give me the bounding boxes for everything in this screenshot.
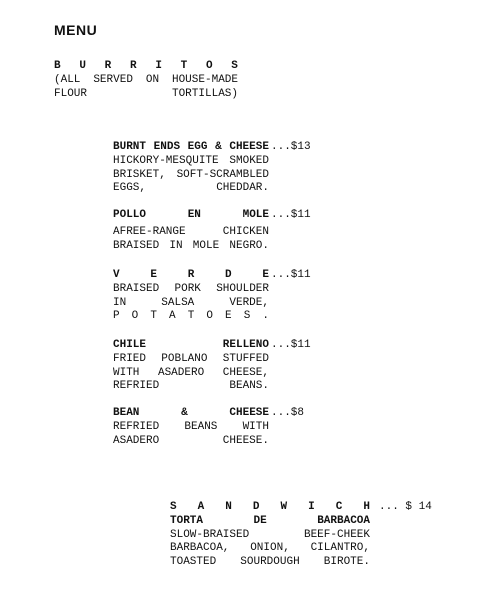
item-name (113, 269, 269, 283)
word: REFRIED (113, 420, 160, 433)
word: FLOUR (54, 88, 88, 100)
word: DE (253, 514, 267, 527)
word: D (225, 269, 232, 281)
word: O (131, 310, 139, 323)
word: CHEESE. (222, 434, 269, 447)
word: D (252, 501, 260, 513)
menu-item-verde (113, 269, 311, 324)
word: T (180, 60, 188, 72)
word: BEEF-CHEEK (303, 528, 370, 541)
page-title: MENU (54, 22, 98, 38)
word: R (104, 60, 112, 72)
item-price: ...$11 (271, 339, 311, 351)
item-name (113, 407, 269, 421)
word: WITH (113, 366, 140, 379)
word: SOURDOUGH (240, 556, 300, 569)
item-name (113, 141, 269, 155)
word: BARBACOA, (170, 542, 230, 555)
burritos-heading (54, 59, 238, 73)
word: S (170, 501, 177, 513)
word: CHICKEN (222, 225, 269, 238)
item-desc-line (170, 542, 370, 556)
word: S (231, 60, 238, 72)
word: O (205, 60, 213, 72)
word: BEANS (184, 420, 218, 433)
burritos-section (54, 59, 238, 101)
word: POLLO (113, 209, 147, 221)
word: P (113, 310, 120, 323)
word: ASADERO (113, 434, 160, 447)
word: N (225, 501, 232, 513)
item-desc-line (113, 353, 269, 367)
item-desc-line (170, 529, 370, 543)
word: BRAISED (113, 282, 160, 295)
item-price: ...$11 (271, 269, 311, 281)
word: NEGRO. (229, 239, 269, 252)
word: B (54, 60, 61, 72)
word: SLOW-BRAISED (170, 528, 250, 541)
word: STUFFED (222, 352, 269, 365)
item-desc-line (113, 297, 269, 311)
item-desc-line (113, 421, 269, 435)
word: BEAN (113, 407, 140, 419)
word: A (169, 310, 176, 323)
word: SOFT-SCRAMBLED (176, 168, 269, 181)
word: & (181, 407, 188, 419)
word: CILANTRO, (310, 542, 370, 555)
item-desc-line (113, 310, 269, 324)
word: SMOKED (229, 154, 269, 167)
word: POBLANO (161, 352, 208, 365)
item-desc-line (170, 556, 370, 570)
item-desc-line (113, 435, 269, 449)
word: T (187, 310, 195, 323)
word: AFREE-RANGE (113, 225, 186, 238)
word: SHOULDER (216, 282, 269, 295)
menu-item-bean-cheese (113, 407, 305, 448)
word: ASADERO (157, 366, 205, 379)
word: SERVED (93, 74, 133, 86)
menu-item-burnt-ends (113, 141, 311, 196)
subtitle-line (54, 73, 238, 87)
word: CHEESE, (222, 366, 269, 379)
item-desc-line (113, 155, 269, 169)
item-name (113, 339, 269, 353)
word: V (113, 269, 120, 281)
word: ENDS (153, 141, 181, 153)
item-desc-line (113, 240, 269, 254)
word: HICKORY-MESQUITE (113, 154, 219, 167)
word: CHEESE (229, 407, 269, 419)
word: A (197, 501, 205, 513)
item-desc-line (113, 283, 269, 297)
word: U (79, 60, 86, 72)
word: CHEESE (229, 141, 269, 153)
word: BEANS. (229, 380, 269, 393)
word: ON (145, 74, 160, 86)
word: BURNT (113, 141, 147, 153)
word: HOUSE-MADE (171, 74, 238, 86)
item-desc-line (113, 182, 269, 196)
burritos-subtitle (54, 73, 238, 101)
word: BRISKET, (113, 168, 166, 181)
word: R (129, 60, 137, 72)
item-desc-line (113, 367, 269, 381)
word: EGG (187, 141, 208, 153)
word: WITH (242, 420, 269, 433)
word: R (187, 269, 195, 281)
word: RELLENO (222, 339, 269, 351)
menu-item-torta-de-barbacoa (170, 501, 432, 570)
word: (ALL (54, 74, 81, 86)
word: ONION, (250, 542, 290, 555)
word: BIROTE. (323, 556, 370, 569)
word: TOASTED (170, 556, 217, 569)
word: MOLE (192, 239, 220, 252)
word: VERDE, (229, 296, 269, 309)
item-price: ... $ 14 (379, 501, 432, 513)
word: BARBACOA (317, 514, 370, 527)
word: E (262, 269, 269, 281)
word: E (150, 269, 157, 281)
word: E (225, 310, 232, 323)
item-desc-line (113, 380, 269, 394)
menu-item-chile-relleno (113, 339, 311, 394)
word: C (335, 501, 343, 513)
item-name (113, 209, 269, 223)
item-price: ...$13 (271, 141, 311, 153)
item-desc-line (113, 226, 269, 240)
word: EN (187, 209, 201, 221)
word: . (262, 310, 269, 323)
sandwich-heading (170, 501, 370, 515)
word: IN (113, 296, 127, 309)
word: IN (169, 239, 183, 252)
item-price: ...$11 (271, 209, 311, 221)
word: REFRIED (113, 380, 160, 393)
word: CHEDDAR. (216, 182, 269, 195)
word: CHILE (113, 339, 147, 351)
word: MOLE (242, 209, 269, 221)
word: FRIED (113, 352, 147, 365)
subtitle-line (54, 87, 238, 101)
word: H (363, 501, 370, 513)
word: PORK (174, 282, 201, 295)
item-name (170, 515, 370, 529)
item-desc-line (113, 169, 269, 183)
word: SALSA (161, 296, 195, 309)
word: O (206, 310, 213, 323)
word: W (280, 501, 288, 513)
word: T (150, 310, 157, 323)
word: S (243, 310, 251, 323)
item-price: ...$8 (271, 407, 305, 419)
word: & (215, 141, 222, 153)
word: TORTILLAS) (171, 88, 238, 100)
word: TORTA (170, 514, 204, 527)
word: EGGS, (113, 182, 147, 195)
word: I (155, 60, 162, 72)
menu-item-pollo-en-mole (113, 209, 311, 253)
word: BRAISED (113, 239, 160, 252)
word: I (308, 501, 315, 513)
